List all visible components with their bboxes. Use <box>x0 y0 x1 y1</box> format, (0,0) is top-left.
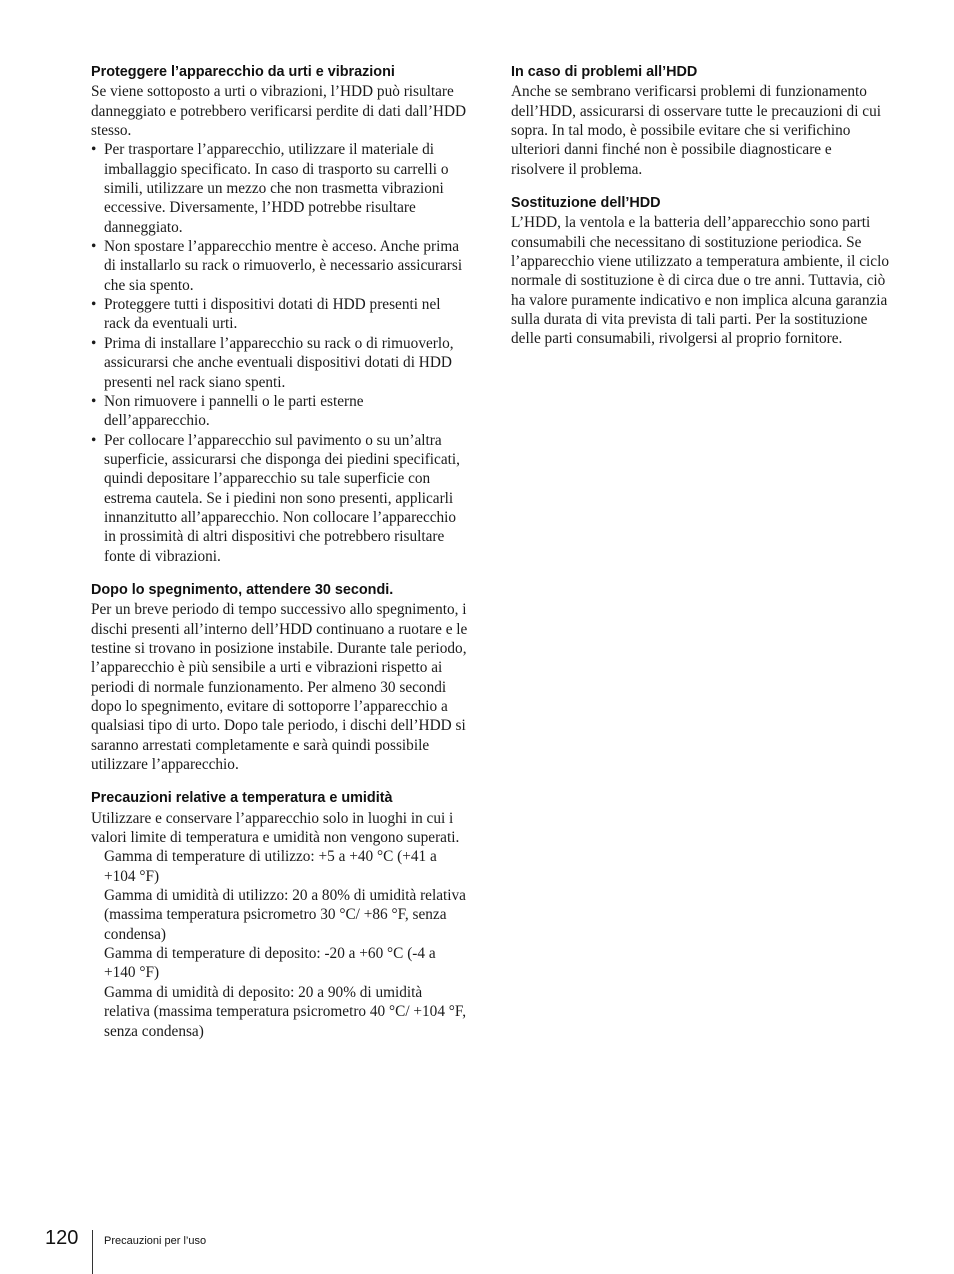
section-heading: Proteggere l’apparecchio da urti e vibrazioni <box>91 64 395 80</box>
bullet-item: • Non rimuovere i pannelli o le parti esterne dell’apparecchio. <box>91 392 469 431</box>
section-heading: In caso di problemi all’HDD <box>511 64 698 80</box>
section-hdd-replacement <box>511 194 889 349</box>
section-body: Anche se sembrano verificarsi problemi di funzionamento dell’HDD, assicurarsi di osservare tutte le precauzioni di cui sopra. In tal modo, è possibile evitare che si verifichino ulteriori danni finché non è possibile diagnosticare e risolvere il problema. <box>511 83 881 178</box>
left-column <box>91 63 469 1056</box>
section-heading: Sostituzione dell’HDD <box>511 195 661 212</box>
bullet-list <box>91 140 469 566</box>
section-hdd-problems <box>511 63 889 179</box>
right-column <box>511 63 889 364</box>
spec-item: Gamma di temperature di utilizzo: +5 a +40 °C (+41 a +104 °F) <box>104 848 437 885</box>
section-heading: Precauzioni relative a temperatura e umidità <box>91 790 393 807</box>
page-number: 120 <box>45 1227 79 1249</box>
bullet-item: • Proteggere tutti i dispositivi dotati di HDD presenti nel rack da eventuali urti. <box>91 295 469 334</box>
spec-item: Gamma di umidità di utilizzo: 20 a 80% di umidità relativa (massima temperatura psicrometro 30 °C/ +86 °F, senza condensa) <box>104 887 466 943</box>
section-heading: Dopo lo spegnimento, attendere 30 secondi. <box>91 581 394 598</box>
section-intro: Se viene sottoposto a urti o vibrazioni, l’HDD può risultare danneggiato e potrebbero verificarsi perdite di dati dall’HDD stesso. <box>91 83 467 140</box>
section-body: Per un breve periodo di tempo successivo allo spegnimento, i dischi presenti all’interno dell’HDD continuano a ruotare e le testine si trovano in posizione instabile. Durante tale periodo, l’apparecchio è più sensibile a urti e vibrazioni rispetto ai periodi di normale funzionamento. Per almeno 30 secondi dopo lo spegnimento, evitare di sottoporre l’apparecchio a qualsiasi tipo di urto. Dopo tale periodo, i dischi dell’HDD si saranno arrestati completamente e sarà quindi possibile utilizzare l’apparecchio. <box>91 601 468 774</box>
section-intro: Utilizzare e conservare l’apparecchio solo in luoghi in cui i valori limite di temperatura e umidità non vengono superati. <box>91 809 460 847</box>
footer-divider <box>92 1230 93 1274</box>
section-body: L’HDD, la ventola e la batteria dell’apparecchio sono parti consumabili che necessitano di sostituzione periodica. Se l’apparecchio viene utilizzato a temperatura ambiente, il ciclo normale di sostituzione è di circa due o tre anni. Tuttavia, ciò ha valore puramente indicativo e non implica alcuna garanzia sulla durata di vita prevista di tali parti. Per la sostituzione delle parti consumabili, rivolgersi al proprio fornitore. <box>511 214 889 348</box>
footer-section-label: Precauzioni per l’uso <box>104 1235 207 1247</box>
bullet-item: • Per collocare l’apparecchio sul pavimento o su un’altra superficie, assicurarsi che disponga dei piedini specificati, quindi depositare l’apparecchio su tale superficie con estrema cautela. Se i piedini non sono presenti, applicarli innanzitutto all’apparecchio. Non collocare l’apparecchio in prossimità di altri dispositivi che potrebbero risultare fonte di vibrazioni. <box>91 431 469 566</box>
spec-item: Gamma di temperature di deposito: -20 a +60 °C (-4 a +140 °F) <box>104 945 436 982</box>
page-footer <box>0 1226 954 1274</box>
section-shock-vibration <box>91 63 469 566</box>
bullet-item: • Non spostare l’apparecchio mentre è acceso. Anche prima di installarlo su rack o rimuoverlo, è necessario assicurarsi che sia spento. <box>91 237 469 295</box>
bullet-item: • Per trasportare l’apparecchio, utilizzare il materiale di imballaggio specificato. In caso di trasporto su carrelli o simili, utilizzare un mezzo che non trasmetta vibrazioni eccessive. Diversamente, l’HDD potrebbe risultare danneggiato. <box>91 140 469 237</box>
section-temperature-humidity <box>91 789 469 1040</box>
bullet-item: • Prima di installare l’apparecchio su rack o di rimuoverlo, assicurarsi che anche eventuali dispositivi dotati di HDD presenti nel rack siano spenti. <box>91 334 469 392</box>
section-power-off-wait <box>91 581 469 774</box>
spec-item: Gamma di umidità di deposito: 20 a 90% di umidità relativa (massima temperatura psicrometro 40 °C/ +104 °F, senza condensa) <box>104 983 467 1040</box>
